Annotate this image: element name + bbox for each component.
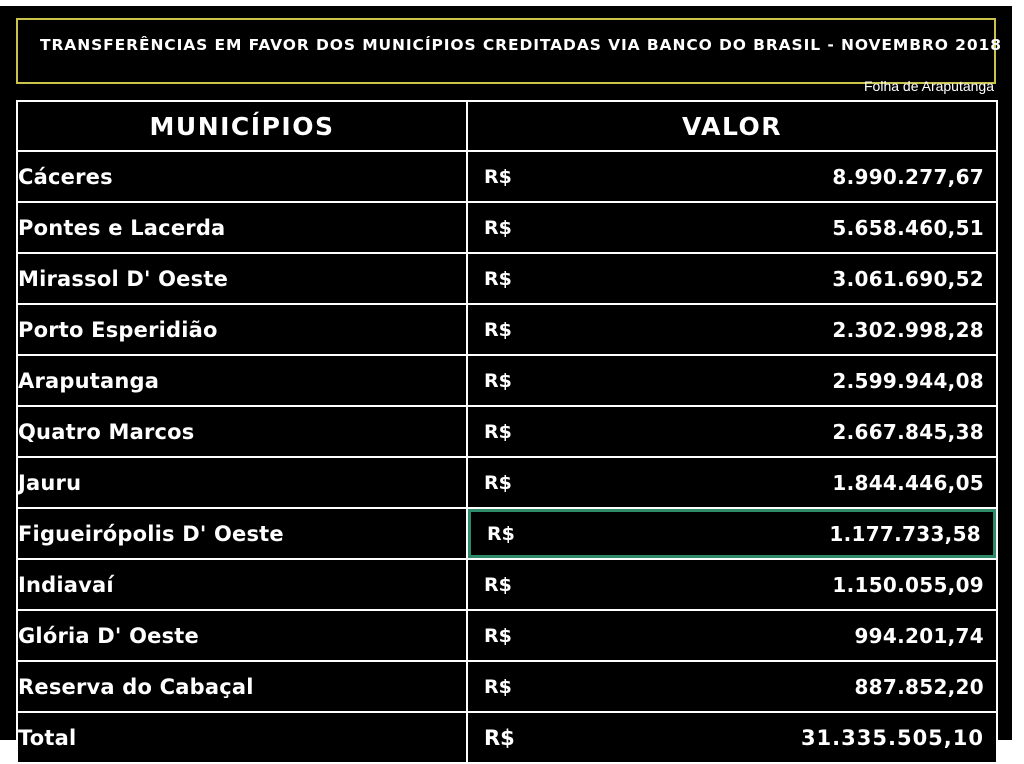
municipality-name: Mirassol D' Oeste [17,253,467,304]
municipality-name: Glória D' Oeste [17,610,467,661]
value-cell-selected[interactable] [467,508,997,559]
total-value-cell [467,712,997,763]
transfers-table [16,100,998,764]
value-amount: 1.844.446,05 [832,470,984,495]
table-row[interactable] [17,610,997,661]
currency-symbol: R$ [484,165,512,188]
currency-symbol: R$ [484,420,512,443]
table-row[interactable] [17,253,997,304]
table-row[interactable] [17,406,997,457]
value-cell[interactable] [467,202,997,253]
municipality-name: Quatro Marcos [17,406,467,457]
value-cell[interactable] [467,406,997,457]
slide-title: TRANSFERÊNCIAS EM FAVOR DOS MUNICÍPIOS CREDITADAS VIA BANCO DO BRASIL - NOVEMBRO 2018 [40,36,1002,54]
value-amount: 2.302.998,28 [832,317,984,342]
municipality-name: Porto Esperidião [17,304,467,355]
municipality-name: Indiavaí [17,559,467,610]
value-cell[interactable] [467,355,997,406]
municipality-name: Jauru [17,457,467,508]
value-cell[interactable] [467,661,997,712]
source-label: Folha de Araputanga [864,78,994,94]
value-cell[interactable] [467,457,997,508]
value-cell[interactable] [467,151,997,202]
table-row[interactable] [17,304,997,355]
currency-symbol: R$ [484,624,512,647]
table-header-row [17,101,997,151]
value-cell[interactable] [467,253,997,304]
value-cell[interactable] [467,304,997,355]
table-total-row [17,712,997,763]
municipality-name: Pontes e Lacerda [17,202,467,253]
currency-symbol: R$ [484,369,512,392]
table-row[interactable] [17,559,997,610]
column-header-valor: VALOR [467,101,997,151]
value-amount: 994.201,74 [854,623,984,648]
value-cell[interactable] [467,559,997,610]
table-row[interactable] [17,661,997,712]
municipality-name: Cáceres [17,151,467,202]
currency-symbol: R$ [484,725,515,750]
currency-symbol: R$ [484,675,512,698]
table-row[interactable] [17,151,997,202]
value-amount: 887.852,20 [854,674,984,699]
value-amount: 2.667.845,38 [832,419,984,444]
value-amount: 8.990.277,67 [832,164,984,189]
municipality-name: Reserva do Cabaçal [17,661,467,712]
value-amount: 5.658.460,51 [832,215,984,240]
currency-symbol: R$ [484,573,512,596]
edge-marker [998,178,1012,190]
municipality-name: Figueirópolis D' Oeste [17,508,467,559]
table-row[interactable] [17,202,997,253]
value-amount: 2.599.944,08 [832,368,984,393]
table-row[interactable] [17,355,997,406]
table-body [17,151,997,763]
value-amount: 1.177.733,58 [829,521,981,546]
value-cell[interactable] [467,610,997,661]
municipality-name: Araputanga [17,355,467,406]
column-header-municipios: MUNICÍPIOS [17,101,467,151]
total-label: Total [17,712,467,763]
slide-canvas [0,6,1012,750]
currency-symbol: R$ [484,318,512,341]
page-right-margin [1012,0,1024,740]
total-amount: 31.335.505,10 [800,725,984,750]
currency-symbol: R$ [484,267,512,290]
currency-symbol: R$ [484,216,512,239]
value-amount: 1.150.055,09 [832,572,984,597]
table-row[interactable] [17,457,997,508]
value-amount: 3.061.690,52 [832,266,984,291]
currency-symbol: R$ [487,522,515,545]
table-row[interactable] [17,508,997,559]
currency-symbol: R$ [484,471,512,494]
